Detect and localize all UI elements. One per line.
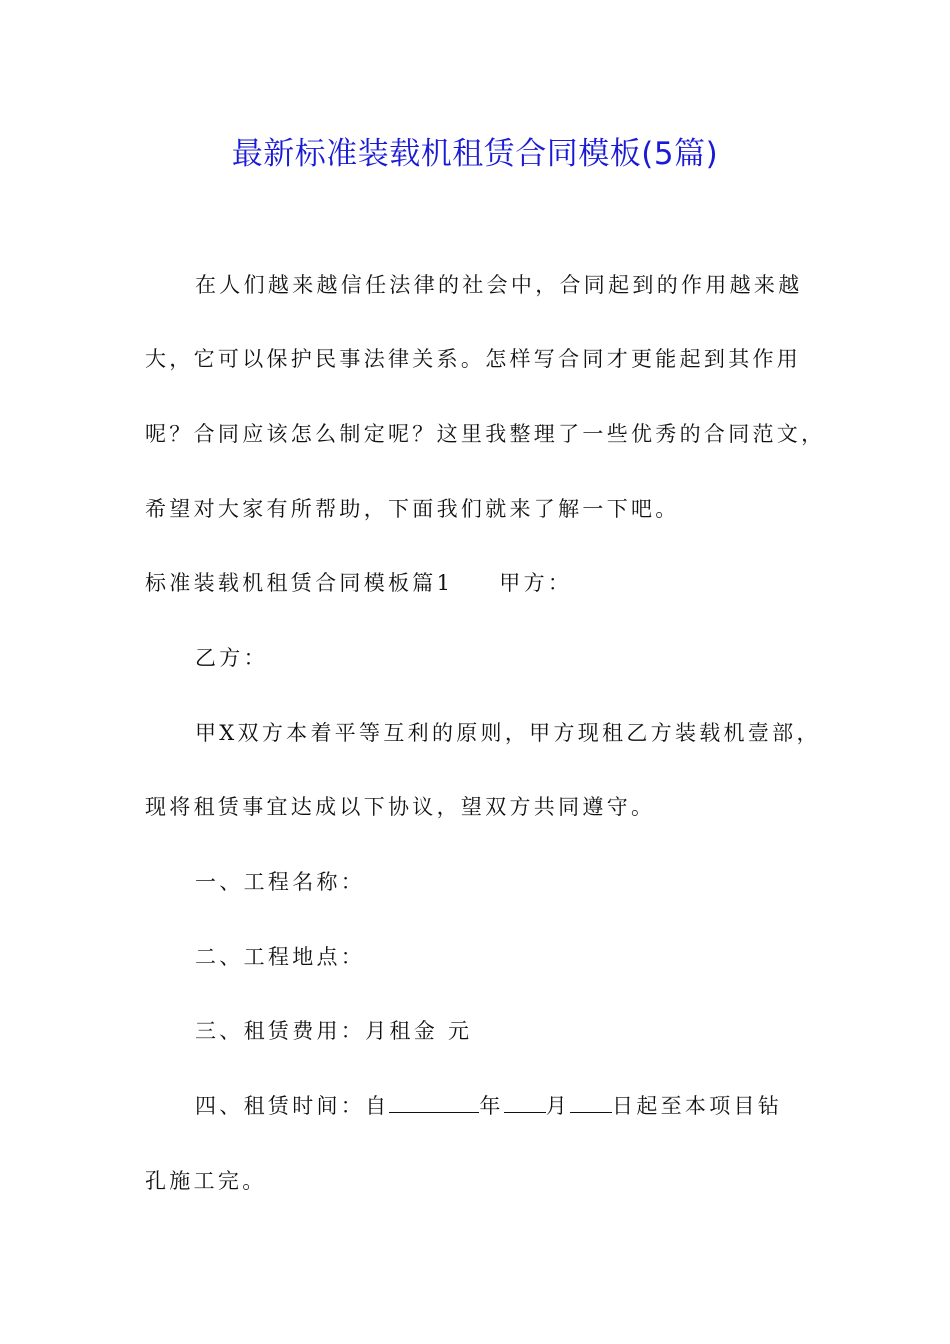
agreement-line-1: 甲X双方本着平等互利的原则，甲方现租乙方装载机壹部， <box>195 721 821 745</box>
item-project-name: 一、工程名称： <box>195 870 366 894</box>
year-blank <box>389 1092 479 1113</box>
term-year: 年 <box>479 1094 504 1118</box>
party-a-label: 甲方： <box>499 571 573 595</box>
section-heading-row <box>145 568 572 598</box>
document-title: 最新标准装载机租赁合同模板(5篇) <box>231 136 719 172</box>
term-suffix: 日起至本项目钻 <box>612 1094 783 1118</box>
intro-line-1: 在人们越来越信任法律的社会中，合同起到的作用越来越 <box>195 273 803 297</box>
term-continuation: 孔施工完。 <box>145 1169 267 1193</box>
item-project-location: 二、工程地点： <box>195 945 366 969</box>
section-heading: 标准装载机租赁合同模板篇1 <box>145 571 454 595</box>
intro-line-4: 希望对大家有所帮助，下面我们就来了解一下吧。 <box>145 497 680 521</box>
intro-line-2: 大，它可以保护民事法律关系。怎样写合同才更能起到其作用 <box>145 347 802 371</box>
party-b-label: 乙方： <box>195 646 268 670</box>
month-blank <box>504 1092 546 1113</box>
item-rental-term <box>195 1091 782 1121</box>
intro-line-3: 呢？合同应该怎么制定呢？这里我整理了一些优秀的合同范文， <box>145 422 826 446</box>
term-month: 月 <box>545 1094 571 1118</box>
item-rental-fee: 三、租赁费用：月租金 元 <box>195 1019 473 1043</box>
day-blank <box>570 1092 612 1113</box>
agreement-line-2: 现将租赁事宜达成以下协议，望双方共同遵守。 <box>145 795 656 819</box>
term-prefix: 四、租赁时间：自 <box>195 1094 390 1118</box>
